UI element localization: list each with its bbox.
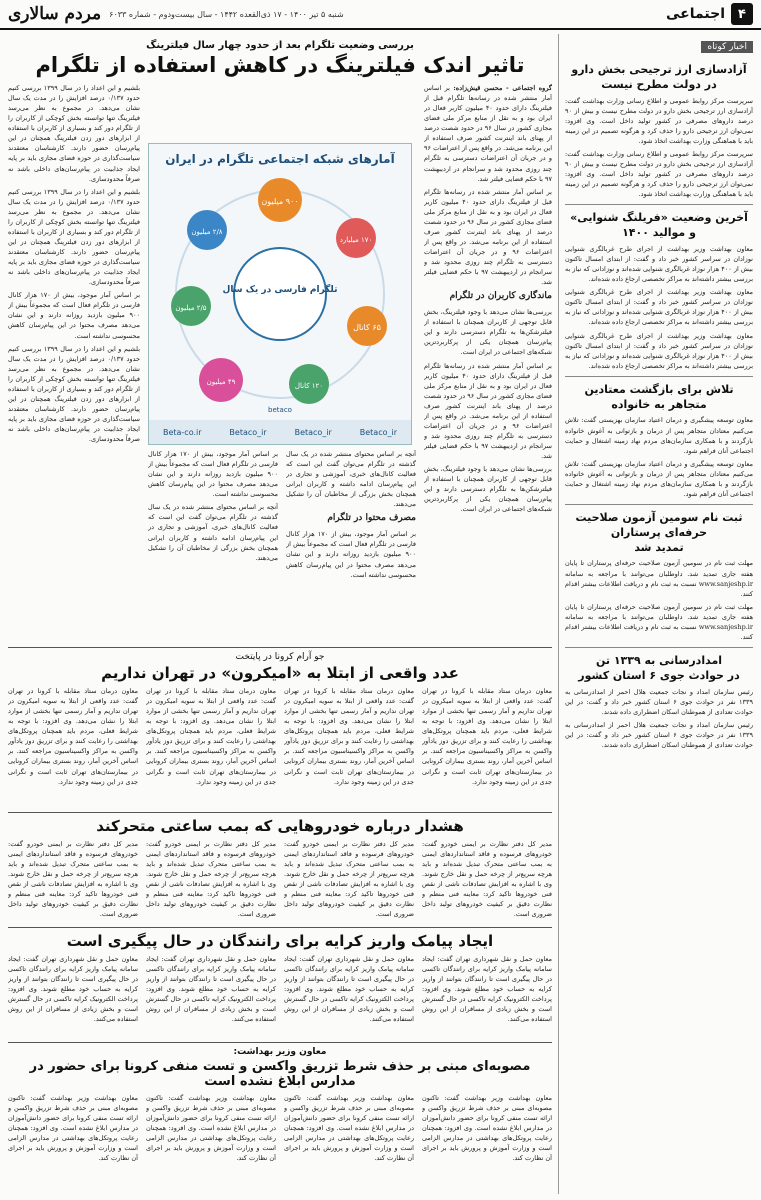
section-tag (666, 3, 753, 25)
lead-kicker: بررسی وضعیت تلگرام بعد از حدود چهار سال فیلترینگ (146, 40, 414, 51)
footer-handle: Betaco_ir (229, 427, 267, 437)
lead-column: آنچه بر اساس محتوای منتشر شده در یک سال گذشته در تلگرام می‌توان گفت این است که فعالیت کانال‌های خبری، آموزشی و تجاری در این پیام‌رسان ادامه داشته و کاربران ایرانی همچنان بخش بزرگی از مخاطبان آن را تشکیل می‌دهند. مصرف محتوا در تلگرام بر اساس آمار موجود، بیش از ۱۷۰ هزار کانال فارسی در تلگرام فعال است که مجموعاً بیش از ۹۰۰ میلیون بازدید روزانه دارند و این نشان می‌دهد مصرف محتوا در این پیام‌رسان کاهش محسوسی نداشته است. (286, 450, 416, 579)
infographic-stat: ۴۹ میلیون (206, 378, 236, 386)
lead-article (8, 83, 552, 643)
infographic-title: آمارهای شبکه اجتماعی تلگرام در ایران (165, 152, 395, 166)
infographic-stat: ۱۷۰ میلیارد (339, 236, 373, 244)
footer-handle: Betaco_ir (359, 427, 398, 437)
masthead: مردم سالاری (8, 4, 102, 24)
story-headline: عدد واقعی از ابتلا به «امیکرون» در تهران نداریم (101, 664, 459, 682)
brief-title: آخرین وضعیت «فریلنگ شنوایی» و مواليد ۱۴۰۰ (570, 211, 748, 240)
story-kicker: معاون وزیر بهداشت: (233, 1047, 327, 1057)
brief-body: معاون توسعه پیشگیری و درمان اعتیاد سازمان بهزیستی گفت: تلاش می‌کنیم معتادان متجاهر پس از درمان و بازتوانی به آغوش خانواده بازگردند و با همکاری سازمان‌های مردم نهاد زمینه اشتغال و حمایت اجتماعی آنان فراهم شود. معاون توسعه پیشگیری و درمان اعتیاد سازمان بهزیستی گفت: تلاش می‌کنیم معتادان متجاهر پس از درمان و بازتوانی به آغوش خانواده بازگردند و با همکاری سازمان‌های مردم نهاد زمینه اشتغال و حمایت اجتماعی آنان فراهم شود. (565, 416, 753, 498)
brief-title: ثبت نام سومین آزمون صلاحیت حرفه‌ای پرستاران تمدید شد (575, 510, 743, 554)
infographic-stat: ۶۵ کانال (353, 323, 381, 332)
lead-headline: تاثیر اندک فیلترینگ در کاهش استفاده از تلگرام (35, 53, 525, 77)
lead-column: بلشیم و این اعداد را در سال ۱۳۹۹ بررسی کنیم حدود ۰/۱۳۷ درصد افزایش را در مدت یک سال نشان می‌دهد. در مجموع به نظر می‌رسد فیلترینگ تنها توانسته بخش کوچکی از کاربران را از تلگرام دور کند و بسیاری از کاربران با استفاده از ابزارهای دور زدن فیلترینگ همچنان در این پیام‌رسان حضور دارند. کارشناسان معتقدند سیاست‌گذاری در حوزه فضای مجازی باید بر پایه ایجاد جذابیت در پیام‌رسان‌های داخلی باشد نه صرفاً محدودسازی. بلشیم و این اعداد را در سال ۱۳۹۹ بررسی کنیم حدود ۰/۱۳۷ درصد افزایش را در مدت یک سال نشان می‌دهد. در مجموع به نظر می‌رسد فیلترینگ تنها توانسته بخش کوچکی از کاربران را از تلگرام دور کند و بسیاری از کاربران با استفاده از ابزارهای دور زدن فیلترینگ همچنان در این پیام‌رسان حضور دارند. کارشناسان معتقدند سیاست‌گذاری در حوزه فضای مجازی باید بر پایه ایجاد جذابیت در پیام‌رسان‌های داخلی باشد نه صرفاً محدودسازی. بر اساس آمار موجود، بیش از ۱۷۰ هزار کانال فارسی در تلگرام فعال است که مجموعاً بیش از ۹۰۰ میلیون بازدید روزانه دارند و این نشان می‌دهد مصرف محتوا در این پیام‌رسان کاهش محسوسی نداشته است. بلشیم و این اعداد را در سال ۱۳۹۹ بررسی کنیم حدود ۰/۱۳۷ درصد افزایش را در مدت یک سال نشان می‌دهد. در مجموع به نظر می‌رسد فیلترینگ تنها توانسته بخش کوچکی از کاربران را از تلگرام دور کند و بسیاری از کاربران با استفاده از ابزارهای دور زدن فیلترینگ همچنان در این پیام‌رسان حضور دارند. کارشناسان معتقدند سیاست‌گذاری در حوزه فضای مجازی باید بر پایه ایجاد جذابیت در پیام‌رسان‌های داخلی باشد نه صرفاً محدودسازی. (8, 84, 140, 444)
telegram-infographic (148, 143, 412, 445)
brief-body: معاون بهداشت وزیر بهداشت از اجرای طرح غربالگری شنوایی نوزادان در سراسر کشور خبر داد و گفت: از ابتدای امسال تاکنون بیش از ۴۰۰ هزار نوزاد غربالگری شنوایی شده‌اند و نوزادانی که نیاز به بررسی بیشتر داشته‌اند به مراکز تخصصی ارجاع داده شده‌اند. معاون بهداشت وزیر بهداشت از اجرای طرح غربالگری شنوایی نوزادان در سراسر کشور خبر داد و گفت: از ابتدای امسال تاکنون بیش از ۴۰۰ هزار نوزاد غربالگری شنوایی شده‌اند و نوزادانی که نیاز به بررسی بیشتر داشته‌اند به مراکز تخصصی ارجاع داده شده‌اند. معاون بهداشت وزیر بهداشت از اجرای طرح غربالگری شنوایی نوزادان در سراسر کشور خبر داد و گفت: از ابتدای امسال تاکنون بیش از ۴۰۰ هزار نوزاد غربالگری شنوایی شده‌اند و نوزادانی که نیاز به بررسی بیشتر داشته‌اند به مراکز تخصصی ارجاع داده شده‌اند. (565, 245, 753, 370)
brief-body: مهلت ثبت نام در سومین آزمون صلاحیت حرفه‌ای پرستاران تا پایان هفته جاری تمدید شد. داوطلبان می‌توانند با مراجعه به سامانه www.sanjeshp.ir نسبت به ثبت نام و دریافت اطلاعات بیشتر اقدام کنند. مهلت ثبت نام در سومین آزمون صلاحیت حرفه‌ای پرستاران تا پایان هفته جاری تمدید شد. داوطلبان می‌توانند با مراجعه به سامانه www.sanjeshp.ir نسبت به ثبت نام و دریافت اطلاعات بیشتر اقدام کنند. (565, 559, 753, 641)
main-content (8, 34, 552, 1194)
sidebar-label: اخبار کوتاه (701, 41, 753, 53)
lead-column: گروه اجتماعی - محسن قیش‌زاده: بر اساس آمار منتشر شده در رسانه‌ها تلگرام قبل از فیلترینگ دارای حدود ۴۰ میلیون کاربر فعال در ایران بود و به نقل از منابع مرکز ملی فضای مجازی کشور در سال ۹۶ در حدود شصت درصد از پهنای باند اینترنت کشور صرف استفاده از این برنامه می‌شد. در واقع پس از اعتراضات ۹۶ و در جریان آن اعتراضات دسترسی به تلگرام چند روزی محدود شد و سرانجام در اردیبهشت ۹۷ با حکم قضایی فیلتر شد. بر اساس آمار منتشر شده در رسانه‌ها تلگرام قبل از فیلترینگ دارای حدود ۴۰ میلیون کاربر فعال در ایران بود و به نقل از منابع مرکز ملی فضای مجازی کشور در سال ۹۶ در حدود شصت درصد از پهنای باند اینترنت کشور صرف استفاده از این برنامه می‌شد. در واقع پس از اعتراضات ۹۶ و در جریان آن اعتراضات دسترسی به تلگرام چند روزی محدود شد و سرانجام در اردیبهشت ۹۷ با حکم قضایی فیلتر شد. ماندگاری کاربران در تلگرام بررسی‌ها نشان می‌دهد با وجود فیلترینگ، بخش قابل توجهی از کاربران همچنان با استفاده از فیلترشکن‌ها به تلگرام دسترسی دارند و این پیام‌رسان همچنان یکی از پرکاربردترین شبکه‌های اجتماعی در ایران است. بر اساس آمار منتشر شده در رسانه‌ها تلگرام قبل از فیلترینگ دارای حدود ۴۰ میلیون کاربر فعال در ایران بود و به نقل از منابع مرکز ملی فضای مجازی کشور در سال ۹۶ در حدود شصت درصد از پهنای باند اینترنت کشور صرف استفاده از این برنامه می‌شد. در واقع پس از اعتراضات ۹۶ و در جریان آن اعتراضات دسترسی به تلگرام چند روزی محدود شد و سرانجام در اردیبهشت ۹۷ با حکم قضایی فیلتر شد. بررسی‌ها نشان می‌دهد با وجود فیلترینگ، بخش قابل توجهی از کاربران همچنان با استفاده از فیلترشکن‌ها به تلگرام دسترسی دارند و این پیام‌رسان همچنان یکی از پرکاربردترین شبکه‌های اجتماعی در ایران است. (424, 84, 552, 514)
issue-info: شنبه ۵ تیر ۱۴۰۰ - ۱۷ ذی‌القعده ۱۴۴۲ - سال بیست‌ودوم - شماره ۶۰۳۳ (109, 9, 344, 19)
section-name: اجتماعی (666, 6, 725, 22)
brief-title: امدادرسانی به ۱۳۳۹ تن در حوادث جوی ۶ استان کشور (578, 653, 740, 682)
vehicles-article: هشدار درباره خودروهایی که بمب ساعتی متحرکند مدیر کل دفتر نظارت بر ایمنی خودرو گفت: خودروهای فرسوده و فاقد استانداردهای ایمنی به بمب ساعتی متحرک تبدیل شده‌اند و باید هرچه سریع‌تر از چرخه حمل و نقل خارج شوند. وی با اشاره به افزایش تصادفات ناشی از نقص فنی خودروها تاکید کرد: معاینه فنی منظم و نظارت دقیق بر کیفیت خودروهای تولید داخل ضروری است. مدیر کل دفتر نظارت بر ایمنی خودرو گفت: خودروهای فرسوده و فاقد استانداردهای ایمنی به بمب ساعتی متحرک تبدیل شده‌اند و باید هرچه سریع‌تر از چرخه حمل و نقل خارج شوند. وی با اشاره به افزایش تصادفات ناشی از نقص فنی خودروها تاکید کرد: معاینه فنی منظم و نظارت دقیق بر کیفیت خودروهای تولید داخل ضروری است. مدیر کل دفتر نظارت بر ایمنی خودرو گفت: خودروهای فرسوده و فاقد استانداردهای ایمنی به بمب ساعتی متحرک تبدیل شده‌اند و باید هرچه سریع‌تر از چرخه حمل و نقل خارج شوند. وی با اشاره به افزایش تصادفات ناشی از نقص فنی خودروها تاکید کرد: معاینه فنی منظم و نظارت دقیق بر کیفیت خودروهای تولید داخل ضروری است. مدیر کل دفتر نظارت بر ایمنی خودرو گفت: خودروهای فرسوده و فاقد استانداردهای ایمنی به بمب ساعتی متحرک تبدیل شده‌اند و باید هرچه سریع‌تر از چرخه حمل و نقل خارج شوند. وی با اشاره به افزایش تصادفات ناشی از نقص فنی خودروها تاکید کرد: معاینه فنی منظم و نظارت دقیق بر کیفیت خودروهای تولید داخل ضروری است. (8, 817, 552, 919)
infographic-stat: ۹۰۰ میلیون (261, 197, 299, 206)
infographic-center-label: تلگرام فارسی در یک سال (222, 285, 338, 295)
news-briefs-sidebar (558, 34, 753, 1194)
brief-body: سرپرست مرکز روابط عمومی و اطلاع رسانی وزارت بهداشت گفت: آزادسازی ارز ترجیحی بخش دارو در دولت مطرح نیست و بیش از ۹۰ درصد داروهای مصرفی در کشور تولید داخل است. وی افزود: نمی‌توان ارز ترجیحی دارو را حذف کرد و هرگونه تصمیم در این زمینه باید با هماهنگی وزارت بهداشت اتخاذ شود. سرپرست مرکز روابط عمومی و اطلاع رسانی وزارت بهداشت گفت: آزادسازی ارز ترجیحی بخش دارو در دولت مطرح نیست و بیش از ۹۰ درصد داروهای مصرفی در کشور تولید داخل است. وی افزود: نمی‌توان ارز ترجیحی دارو را حذف کرد و هرگونه تصمیم در این زمینه باید با هماهنگی وزارت بهداشت اتخاذ شود. (565, 96, 753, 199)
omicron-article: جو آرام کرونا در پایتخت عدد واقعی از ابتلا به «امیکرون» در تهران نداریم معاون درمان ستاد مقابله با کرونا در تهران گفت: عدد واقعی از ابتلا به سویه امیکرون در تهران نداریم و آمار رسمی تنها بخشی از موارد ابتلا را نشان می‌دهد. وی افزود: با توجه به شرایط فعلی، مردم باید همچنان پروتکل‌های بهداشتی را رعایت کنند و برای تزریق دوز یادآور واکسن به مراکز واکسیناسیون مراجعه کنند. بر اساس آخرین آمار، روند بستری بیماران کرونایی در بیمارستان‌های تهران ثابت است و نگرانی جدی در این زمینه وجود ندارد. معاون درمان ستاد مقابله با کرونا در تهران گفت: عدد واقعی از ابتلا به سویه امیکرون در تهران نداریم و آمار رسمی تنها بخشی از موارد ابتلا را نشان می‌دهد. وی افزود: با توجه به شرایط فعلی، مردم باید همچنان پروتکل‌های بهداشتی را رعایت کنند و برای تزریق دوز یادآور واکسن به مراکز واکسیناسیون مراجعه کنند. بر اساس آخرین آمار، روند بستری بیماران کرونایی در بیمارستان‌های تهران ثابت است و نگرانی جدی در این زمینه وجود ندارد. معاون درمان ستاد مقابله با کرونا در تهران گفت: عدد واقعی از ابتلا به سویه امیکرون در تهران نداریم و آمار رسمی تنها بخشی از موارد ابتلا را نشان می‌دهد. وی افزود: با توجه به شرایط فعلی، مردم باید همچنان پروتکل‌های بهداشتی را رعایت کنند و برای تزریق دوز یادآور واکسن به مراکز واکسیناسیون مراجعه کنند. بر اساس آخرین آمار، روند بستری بیماران کرونایی در بیمارستان‌های تهران ثابت است و نگرانی جدی در این زمینه وجود ندارد. معاون درمان ستاد مقابله با کرونا در تهران گفت: عدد واقعی از ابتلا به سویه امیکرون در تهران نداریم و آمار رسمی تنها بخشی از موارد ابتلا را نشان می‌دهد. وی افزود: با توجه به شرایط فعلی، مردم باید همچنان پروتکل‌های بهداشتی را رعایت کنند و برای تزریق دوز یادآور واکسن به مراکز واکسیناسیون مراجعه کنند. بر اساس آخرین آمار، روند بستری بیماران کرونایی در بیمارستان‌های تهران ثابت است و نگرانی جدی در این زمینه وجود ندارد. (8, 652, 552, 786)
brief-title: آزادسازی ارز ترجیحی بخش دارو در دولت مطرح نیست (571, 63, 747, 91)
story-headline: هشدار درباره خودروهایی که بمب ساعتی متحرکند (96, 817, 464, 835)
infographic-stat: ۱۲۰ کانال (294, 382, 324, 390)
brief-title: تلاش برای بازگشت معتادین متجاهر به خانواده (584, 382, 734, 411)
story-headline: مصوبه‌ای مبنی بر حذف شرط تزریق واکسن و تست منفی کرونا برای حضور در مدارس ابلاغ نشده است (29, 1059, 531, 1089)
infographic-graphic (149, 166, 411, 416)
taxi-sms-article: ایجاد پیامک واریز کرایه برای رانندگان در حال پیگیری است معاون حمل و نقل شهرداری تهران گفت: ایجاد سامانه پیامک واریز کرایه برای رانندگان تاکسی در حال پیگیری است تا رانندگان بتوانند از واریز کرایه به حساب خود مطلع شوند. وی افزود: پرداخت الکترونیک کرایه تاکسی در حال گسترش است و بخش زیادی از مسافران از این روش استفاده می‌کنند. معاون حمل و نقل شهرداری تهران گفت: ایجاد سامانه پیامک واریز کرایه برای رانندگان تاکسی در حال پیگیری است تا رانندگان بتوانند از واریز کرایه به حساب خود مطلع شوند. وی افزود: پرداخت الکترونیک کرایه تاکسی در حال گسترش است و بخش زیادی از مسافران از این روش استفاده می‌کنند. معاون حمل و نقل شهرداری تهران گفت: ایجاد سامانه پیامک واریز کرایه برای رانندگان تاکسی در حال پیگیری است تا رانندگان بتوانند از واریز کرایه به حساب خود مطلع شوند. وی افزود: پرداخت الکترونیک کرایه تاکسی در حال گسترش است و بخش زیادی از مسافران از این روش استفاده می‌کنند. معاون حمل و نقل شهرداری تهران گفت: ایجاد سامانه پیامک واریز کرایه برای رانندگان تاکسی در حال پیگیری است تا رانندگان بتوانند از واریز کرایه به حساب خود مطلع شوند. وی افزود: پرداخت الکترونیک کرایه تاکسی در حال گسترش است و بخش زیادی از مسافران از این روش استفاده می‌کنند. (8, 932, 552, 1024)
page-number: ۴ (731, 3, 753, 25)
footer-handle: Betaco_ir (294, 427, 332, 437)
lead-column: بر اساس آمار موجود، بیش از ۱۷۰ هزار کانال فارسی در تلگرام فعال است که مجموعاً بیش از ۹۰۰ میلیون بازدید روزانه دارند و این نشان می‌دهد مصرف محتوا در این پیام‌رسان کاهش محسوسی نداشته است. آنچه بر اساس محتوای منتشر شده در یک سال گذشته در تلگرام می‌توان گفت این است که فعالیت کانال‌های خبری، آموزشی و تجاری در این پیام‌رسان ادامه داشته و کاربران ایرانی همچنان بخش بزرگی از مخاطبان آن را تشکیل می‌دهند. (148, 450, 278, 562)
lead-subhead: ماندگاری کاربران در تلگرام (449, 291, 552, 302)
brief-body: رئیس سازمان امداد و نجات جمعیت هلال احمر از امدادرسانی به ۱۳۳۹ نفر در حوادث جوی ۶ استان کشور خبر داد و گفت: در این حوادث تعدادی از هموطنان اسکان اضطراری داده شدند. رئیس سازمان امداد و نجات جمعیت هلال احمر از امدادرسانی به ۱۳۳۹ نفر در حوادث جوی ۶ استان کشور خبر داد و گفت: در این حوادث تعدادی از هموطنان اسکان اضطراری داده شدند. (565, 687, 753, 749)
infographic-footer (149, 420, 411, 444)
school-vaccine-article: معاون وزیر بهداشت: مصوبه‌ای مبنی بر حذف شرط تزریق واکسن و تست منفی کرونا برای حضور در مدارس ابلاغ نشده است معاون بهداشت وزیر بهداشت گفت: تاکنون مصوبه‌ای مبنی بر حذف شرط تزریق واکسن و ارائه تست منفی کرونا برای حضور دانش‌آموزان در مدارس ابلاغ نشده است. وی افزود: همچنان رعایت پروتکل‌های بهداشتی در مدارس الزامی است و وزارت آموزش و پرورش باید بر اجرای آن نظارت کند. معاون بهداشت وزیر بهداشت گفت: تاکنون مصوبه‌ای مبنی بر حذف شرط تزریق واکسن و ارائه تست منفی کرونا برای حضور دانش‌آموزان در مدارس ابلاغ نشده است. وی افزود: همچنان رعایت پروتکل‌های بهداشتی در مدارس الزامی است و وزارت آموزش و پرورش باید بر اجرای آن نظارت کند. معاون بهداشت وزیر بهداشت گفت: تاکنون مصوبه‌ای مبنی بر حذف شرط تزریق واکسن و ارائه تست منفی کرونا برای حضور دانش‌آموزان در مدارس ابلاغ نشده است. وی افزود: همچنان رعایت پروتکل‌های بهداشتی در مدارس الزامی است و وزارت آموزش و پرورش باید بر اجرای آن نظارت کند. معاون بهداشت وزیر بهداشت گفت: تاکنون مصوبه‌ای مبنی بر حذف شرط تزریق واکسن و ارائه تست منفی کرونا برای حضور دانش‌آموزان در مدارس ابلاغ نشده است. وی افزود: همچنان رعایت پروتکل‌های بهداشتی در مدارس الزامی است و وزارت آموزش و پرورش باید بر اجرای آن نظارت کند. (8, 1047, 552, 1163)
infographic-stat: ۲/۵ میلیون (175, 304, 207, 312)
story-headline: ایجاد پیامک واریز کرایه برای رانندگان در حال پیگیری است (66, 932, 494, 950)
footer-handle: Beta-co.ir (162, 427, 202, 437)
infographic-stat: ۲/۸ میلیون (191, 228, 223, 236)
page-header (0, 0, 761, 30)
story-kicker: جو آرام کرونا در پایتخت (235, 652, 325, 662)
lead-subhead: مصرف محتوا در تلگرام (327, 513, 416, 524)
infographic-brand: betaco (268, 406, 292, 414)
